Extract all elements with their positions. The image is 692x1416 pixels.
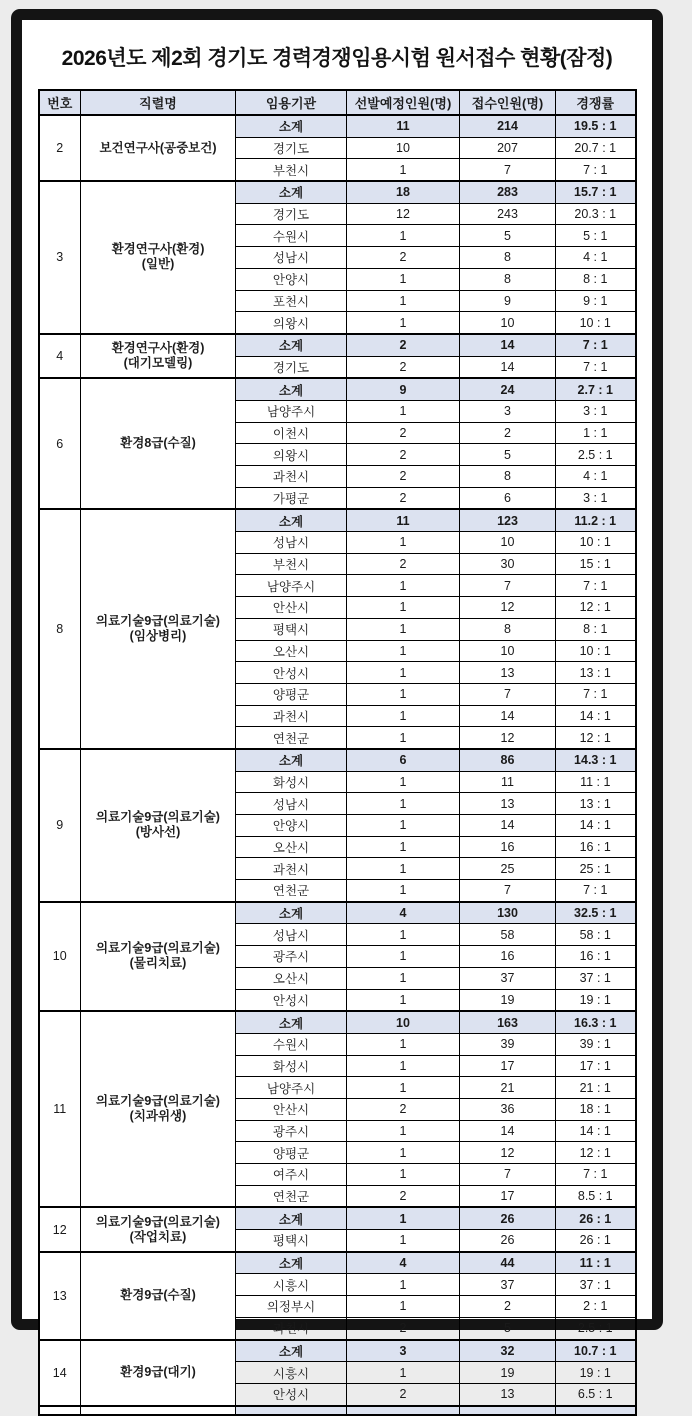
applied-cell: 14 <box>460 334 556 356</box>
applied-cell: 3 <box>460 400 556 422</box>
job-series-cell: 의료기술9급(의료기술) (임상병리) <box>81 509 236 749</box>
applied-cell: 8 <box>460 466 556 488</box>
ratio-cell: 26 : 1 <box>556 1207 636 1229</box>
planned-cell: 1 <box>347 290 460 312</box>
ratio-cell: 2.7 : 1 <box>556 378 636 400</box>
planned-cell: 1 <box>347 532 460 554</box>
table-header <box>39 90 636 115</box>
applied-cell: 5 <box>460 1317 556 1339</box>
subtotal-row <box>39 1207 636 1229</box>
agency-cell: 성남시 <box>236 924 347 946</box>
applied-cell: 17 <box>460 1055 556 1077</box>
subtotal-row <box>39 115 636 137</box>
applied-cell: 130 <box>460 902 556 924</box>
applied-cell: 9 <box>460 290 556 312</box>
agency-cell: 안성시 <box>236 1383 347 1405</box>
planned-cell: 2 <box>347 1317 460 1339</box>
planned-cell: 11 <box>347 509 460 531</box>
group-number-cell: 2 <box>39 115 81 181</box>
agency-cell: 부천시 <box>236 159 347 181</box>
agency-cell: 남양주시 <box>236 575 347 597</box>
agency-cell: 안성시 <box>236 662 347 684</box>
job-series-cell: 의료기술9급(의료기술) (작업치료) <box>81 1207 236 1251</box>
planned-cell: 1 <box>347 771 460 793</box>
ratio-cell: 19.5 : 1 <box>556 115 636 137</box>
truncated-row <box>39 1406 636 1415</box>
applied-cell: 19 <box>460 1362 556 1384</box>
applied-cell: 36 <box>460 1098 556 1120</box>
applied-cell: 14 <box>460 815 556 837</box>
agency-cell: 부천시 <box>236 553 347 575</box>
applied-cell: 17 <box>460 1185 556 1207</box>
agency-cell: 평택시 <box>236 618 347 640</box>
ratio-cell: 11 : 1 <box>556 771 636 793</box>
applied-cell: 13 <box>460 1383 556 1405</box>
ratio-cell: 13 : 1 <box>556 793 636 815</box>
applied-cell: 16 <box>460 836 556 858</box>
agency-cell: 양평군 <box>236 683 347 705</box>
applied-cell: 2 <box>460 422 556 444</box>
applied-cell: 283 <box>460 181 556 203</box>
agency-cell: 연천군 <box>236 727 347 749</box>
planned-cell: 9 <box>347 378 460 400</box>
subtotal-row <box>39 902 636 924</box>
application-status-table <box>38 89 637 1416</box>
planned-cell: 11 <box>347 115 460 137</box>
planned-cell: 2 <box>347 334 460 356</box>
planned-cell: 2 <box>347 356 460 378</box>
planned-cell: 2 <box>347 422 460 444</box>
ratio-cell: 39 : 1 <box>556 1033 636 1055</box>
col-header-applied: 접수인원(명) <box>460 90 556 115</box>
ratio-cell: 7 : 1 <box>556 1164 636 1186</box>
ratio-cell: 17 : 1 <box>556 1055 636 1077</box>
applied-cell: 14 <box>460 1120 556 1142</box>
ratio-cell: 7 : 1 <box>556 356 636 378</box>
applied-cell: 8 <box>460 268 556 290</box>
agency-cell: 경기도 <box>236 203 347 225</box>
subtotal-row <box>39 1340 636 1362</box>
planned-cell: 1 <box>347 225 460 247</box>
ratio-cell: 8 : 1 <box>556 268 636 290</box>
agency-cell: 안산시 <box>236 597 347 619</box>
ratio-cell: 10 : 1 <box>556 640 636 662</box>
ratio-cell: 11.2 : 1 <box>556 509 636 531</box>
ratio-cell: 21 : 1 <box>556 1077 636 1099</box>
planned-cell: 1 <box>347 793 460 815</box>
planned-cell: 1 <box>347 1230 460 1252</box>
planned-cell: 2 <box>347 466 460 488</box>
applied-cell: 10 <box>460 640 556 662</box>
ratio-cell: 10 : 1 <box>556 312 636 334</box>
planned-cell: 1 <box>347 1055 460 1077</box>
agency-cell: 안양시 <box>236 268 347 290</box>
agency-cell: 과천시 <box>236 1317 347 1339</box>
planned-cell: 3 <box>347 1340 460 1362</box>
ratio-cell: 6.5 : 1 <box>556 1383 636 1405</box>
agency-cell: 소계 <box>236 902 347 924</box>
applied-cell: 13 <box>460 662 556 684</box>
applied-cell: 5 <box>460 225 556 247</box>
agency-cell: 광주시 <box>236 1120 347 1142</box>
agency-cell: 소계 <box>236 378 347 400</box>
subtotal-row <box>39 334 636 356</box>
planned-cell: 1 <box>347 880 460 902</box>
truncated-cell <box>236 1406 347 1415</box>
ratio-cell: 16 : 1 <box>556 946 636 968</box>
ratio-cell: 37 : 1 <box>556 1274 636 1296</box>
agency-cell: 화성시 <box>236 771 347 793</box>
group-number-cell: 9 <box>39 749 81 902</box>
planned-cell: 1 <box>347 1164 460 1186</box>
planned-cell: 6 <box>347 749 460 771</box>
agency-cell: 경기도 <box>236 137 347 159</box>
planned-cell: 2 <box>347 553 460 575</box>
agency-cell: 수원시 <box>236 225 347 247</box>
document-page <box>11 9 663 1403</box>
applied-cell: 7 <box>460 575 556 597</box>
agency-cell: 오산시 <box>236 640 347 662</box>
planned-cell: 12 <box>347 203 460 225</box>
agency-cell: 포천시 <box>236 290 347 312</box>
ratio-cell: 7 : 1 <box>556 159 636 181</box>
ratio-cell: 12 : 1 <box>556 727 636 749</box>
group-number-cell: 4 <box>39 334 81 378</box>
applied-cell: 7 <box>460 683 556 705</box>
subtotal-row <box>39 181 636 203</box>
applied-cell: 86 <box>460 749 556 771</box>
applied-cell: 2 <box>460 1296 556 1318</box>
ratio-cell: 12 : 1 <box>556 1142 636 1164</box>
truncated-cell <box>81 1406 236 1415</box>
ratio-cell: 14.3 : 1 <box>556 749 636 771</box>
ratio-cell: 8 : 1 <box>556 618 636 640</box>
applied-cell: 26 <box>460 1207 556 1229</box>
applied-cell: 7 <box>460 880 556 902</box>
applied-cell: 24 <box>460 378 556 400</box>
agency-cell: 안성시 <box>236 989 347 1011</box>
group-number-cell: 10 <box>39 902 81 1011</box>
agency-cell: 과천시 <box>236 705 347 727</box>
truncated-cell <box>347 1406 460 1415</box>
planned-cell: 10 <box>347 137 460 159</box>
ratio-cell: 7 : 1 <box>556 880 636 902</box>
applied-cell: 58 <box>460 924 556 946</box>
ratio-cell: 7 : 1 <box>556 683 636 705</box>
agency-cell: 경기도 <box>236 356 347 378</box>
agency-cell: 이천시 <box>236 422 347 444</box>
agency-cell: 시흥시 <box>236 1274 347 1296</box>
planned-cell: 1 <box>347 989 460 1011</box>
planned-cell: 4 <box>347 1252 460 1274</box>
applied-cell: 37 <box>460 967 556 989</box>
agency-cell: 오산시 <box>236 967 347 989</box>
agency-cell: 의정부시 <box>236 1296 347 1318</box>
agency-cell: 과천시 <box>236 466 347 488</box>
planned-cell: 2 <box>347 247 460 269</box>
group-number-cell: 11 <box>39 1011 81 1207</box>
planned-cell: 2 <box>347 1185 460 1207</box>
ratio-cell: 4 : 1 <box>556 466 636 488</box>
ratio-cell: 32.5 : 1 <box>556 902 636 924</box>
agency-cell: 연천군 <box>236 880 347 902</box>
col-header-planned: 선발예정인원(명) <box>347 90 460 115</box>
planned-cell: 1 <box>347 312 460 334</box>
ratio-cell: 37 : 1 <box>556 967 636 989</box>
agency-cell: 소계 <box>236 509 347 531</box>
applied-cell: 8 <box>460 247 556 269</box>
agency-cell: 시흥시 <box>236 1362 347 1384</box>
ratio-cell: 8.5 : 1 <box>556 1185 636 1207</box>
agency-cell: 안양시 <box>236 815 347 837</box>
planned-cell: 1 <box>347 1274 460 1296</box>
applied-cell: 214 <box>460 115 556 137</box>
ratio-cell: 16.3 : 1 <box>556 1011 636 1033</box>
applied-cell: 207 <box>460 137 556 159</box>
agency-cell: 평택시 <box>236 1230 347 1252</box>
group-number-cell: 12 <box>39 1207 81 1251</box>
planned-cell: 1 <box>347 618 460 640</box>
ratio-cell: 16 : 1 <box>556 836 636 858</box>
agency-cell: 의왕시 <box>236 444 347 466</box>
subtotal-row <box>39 1011 636 1033</box>
applied-cell: 39 <box>460 1033 556 1055</box>
ratio-cell: 18 : 1 <box>556 1098 636 1120</box>
subtotal-row <box>39 1252 636 1274</box>
truncated-cell <box>460 1406 556 1415</box>
ratio-cell: 3 : 1 <box>556 487 636 509</box>
applied-cell: 10 <box>460 532 556 554</box>
job-series-cell: 의료기술9급(의료기술) (치과위생) <box>81 1011 236 1207</box>
applied-cell: 13 <box>460 793 556 815</box>
truncated-cell <box>39 1406 81 1415</box>
planned-cell: 1 <box>347 662 460 684</box>
ratio-cell: 1 : 1 <box>556 422 636 444</box>
ratio-cell: 2 : 1 <box>556 1296 636 1318</box>
agency-cell: 성남시 <box>236 532 347 554</box>
applied-cell: 11 <box>460 771 556 793</box>
job-series-cell: 환경9급(수질) <box>81 1252 236 1340</box>
planned-cell: 1 <box>347 1142 460 1164</box>
applied-cell: 123 <box>460 509 556 531</box>
agency-cell: 화성시 <box>236 1055 347 1077</box>
col-header-no: 번호 <box>39 90 81 115</box>
planned-cell: 1 <box>347 1362 460 1384</box>
agency-cell: 과천시 <box>236 858 347 880</box>
ratio-cell: 7 : 1 <box>556 334 636 356</box>
planned-cell: 1 <box>347 1033 460 1055</box>
col-header-job-series: 직렬명 <box>81 90 236 115</box>
ratio-cell: 11 : 1 <box>556 1252 636 1274</box>
applied-cell: 12 <box>460 727 556 749</box>
applied-cell: 7 <box>460 1164 556 1186</box>
truncated-cell <box>556 1406 636 1415</box>
ratio-cell: 3 : 1 <box>556 400 636 422</box>
applied-cell: 163 <box>460 1011 556 1033</box>
ratio-cell: 15.7 : 1 <box>556 181 636 203</box>
agency-cell: 남양주시 <box>236 400 347 422</box>
ratio-cell: 5 : 1 <box>556 225 636 247</box>
applied-cell: 6 <box>460 487 556 509</box>
ratio-cell: 12 : 1 <box>556 597 636 619</box>
group-number-cell: 3 <box>39 181 81 334</box>
planned-cell: 1 <box>347 1207 460 1229</box>
group-number-cell: 8 <box>39 509 81 749</box>
agency-cell: 소계 <box>236 1340 347 1362</box>
applied-cell: 25 <box>460 858 556 880</box>
ratio-cell: 7 : 1 <box>556 575 636 597</box>
planned-cell: 1 <box>347 597 460 619</box>
applied-cell: 21 <box>460 1077 556 1099</box>
job-series-cell: 환경9급(대기) <box>81 1340 236 1406</box>
job-series-cell: 보건연구사(공중보건) <box>81 115 236 181</box>
group-number-cell: 13 <box>39 1252 81 1340</box>
ratio-cell: 19 : 1 <box>556 989 636 1011</box>
job-series-cell: 의료기술9급(의료기술) (물리치료) <box>81 902 236 1011</box>
planned-cell: 1 <box>347 836 460 858</box>
agency-cell: 연천군 <box>236 1185 347 1207</box>
agency-cell: 남양주시 <box>236 1077 347 1099</box>
agency-cell: 여주시 <box>236 1164 347 1186</box>
planned-cell: 1 <box>347 705 460 727</box>
planned-cell: 10 <box>347 1011 460 1033</box>
ratio-cell: 14 : 1 <box>556 1120 636 1142</box>
ratio-cell: 19 : 1 <box>556 1362 636 1384</box>
subtotal-row <box>39 749 636 771</box>
agency-cell: 소계 <box>236 334 347 356</box>
planned-cell: 2 <box>347 1098 460 1120</box>
planned-cell: 1 <box>347 640 460 662</box>
subtotal-row <box>39 378 636 400</box>
planned-cell: 18 <box>347 181 460 203</box>
agency-cell: 양평군 <box>236 1142 347 1164</box>
ratio-cell: 10 : 1 <box>556 532 636 554</box>
applied-cell: 14 <box>460 705 556 727</box>
agency-cell: 소계 <box>236 1207 347 1229</box>
planned-cell: 1 <box>347 727 460 749</box>
applied-cell: 10 <box>460 312 556 334</box>
ratio-cell: 10.7 : 1 <box>556 1340 636 1362</box>
ratio-cell: 2.5 : 1 <box>556 1317 636 1339</box>
planned-cell: 1 <box>347 683 460 705</box>
job-series-cell: 의료기술9급(의료기술) (방사선) <box>81 749 236 902</box>
applied-cell: 30 <box>460 553 556 575</box>
job-series-cell: 환경연구사(환경) (일반) <box>81 181 236 334</box>
ratio-cell: 2.5 : 1 <box>556 444 636 466</box>
agency-cell: 성남시 <box>236 247 347 269</box>
planned-cell: 1 <box>347 815 460 837</box>
job-series-cell: 환경연구사(환경) (대기모델링) <box>81 334 236 378</box>
ratio-cell: 13 : 1 <box>556 662 636 684</box>
planned-cell: 1 <box>347 858 460 880</box>
subtotal-row <box>39 509 636 531</box>
page-title: 2026년도 제2회 경기도 경력경쟁임용시험 원서접수 현황(잠정) <box>61 47 613 70</box>
planned-cell: 2 <box>347 444 460 466</box>
planned-cell: 1 <box>347 946 460 968</box>
ratio-cell: 26 : 1 <box>556 1230 636 1252</box>
applied-cell: 5 <box>460 444 556 466</box>
planned-cell: 1 <box>347 400 460 422</box>
group-number-cell: 14 <box>39 1340 81 1406</box>
agency-cell: 소계 <box>236 1252 347 1274</box>
applied-cell: 44 <box>460 1252 556 1274</box>
agency-cell: 가평군 <box>236 487 347 509</box>
applied-cell: 8 <box>460 618 556 640</box>
header-row <box>39 90 636 115</box>
applied-cell: 19 <box>460 989 556 1011</box>
planned-cell: 1 <box>347 268 460 290</box>
agency-cell: 소계 <box>236 181 347 203</box>
ratio-cell: 14 : 1 <box>556 705 636 727</box>
col-header-agency: 임용기관 <box>236 90 347 115</box>
job-series-cell: 환경8급(수질) <box>81 378 236 509</box>
agency-cell: 수원시 <box>236 1033 347 1055</box>
applied-cell: 7 <box>460 159 556 181</box>
group-number-cell: 6 <box>39 378 81 509</box>
applied-cell: 243 <box>460 203 556 225</box>
planned-cell: 2 <box>347 487 460 509</box>
ratio-cell: 58 : 1 <box>556 924 636 946</box>
agency-cell: 오산시 <box>236 836 347 858</box>
planned-cell: 1 <box>347 924 460 946</box>
applied-cell: 37 <box>460 1274 556 1296</box>
planned-cell: 1 <box>347 159 460 181</box>
agency-cell: 소계 <box>236 1011 347 1033</box>
ratio-cell: 15 : 1 <box>556 553 636 575</box>
planned-cell: 1 <box>347 967 460 989</box>
agency-cell: 소계 <box>236 115 347 137</box>
agency-cell: 광주시 <box>236 946 347 968</box>
ratio-cell: 25 : 1 <box>556 858 636 880</box>
applied-cell: 12 <box>460 597 556 619</box>
planned-cell: 1 <box>347 575 460 597</box>
ratio-cell: 20.3 : 1 <box>556 203 636 225</box>
agency-cell: 성남시 <box>236 793 347 815</box>
ratio-cell: 20.7 : 1 <box>556 137 636 159</box>
applied-cell: 12 <box>460 1142 556 1164</box>
agency-cell: 안산시 <box>236 1098 347 1120</box>
table-body <box>39 115 636 1415</box>
applied-cell: 32 <box>460 1340 556 1362</box>
applied-cell: 14 <box>460 356 556 378</box>
planned-cell: 4 <box>347 902 460 924</box>
ratio-cell: 9 : 1 <box>556 290 636 312</box>
applied-cell: 26 <box>460 1230 556 1252</box>
applied-cell: 16 <box>460 946 556 968</box>
planned-cell: 1 <box>347 1077 460 1099</box>
col-header-ratio: 경쟁률 <box>556 90 636 115</box>
agency-cell: 의왕시 <box>236 312 347 334</box>
ratio-cell: 14 : 1 <box>556 815 636 837</box>
planned-cell: 2 <box>347 1383 460 1405</box>
planned-cell: 1 <box>347 1120 460 1142</box>
planned-cell: 1 <box>347 1296 460 1318</box>
ratio-cell: 4 : 1 <box>556 247 636 269</box>
agency-cell: 소계 <box>236 749 347 771</box>
